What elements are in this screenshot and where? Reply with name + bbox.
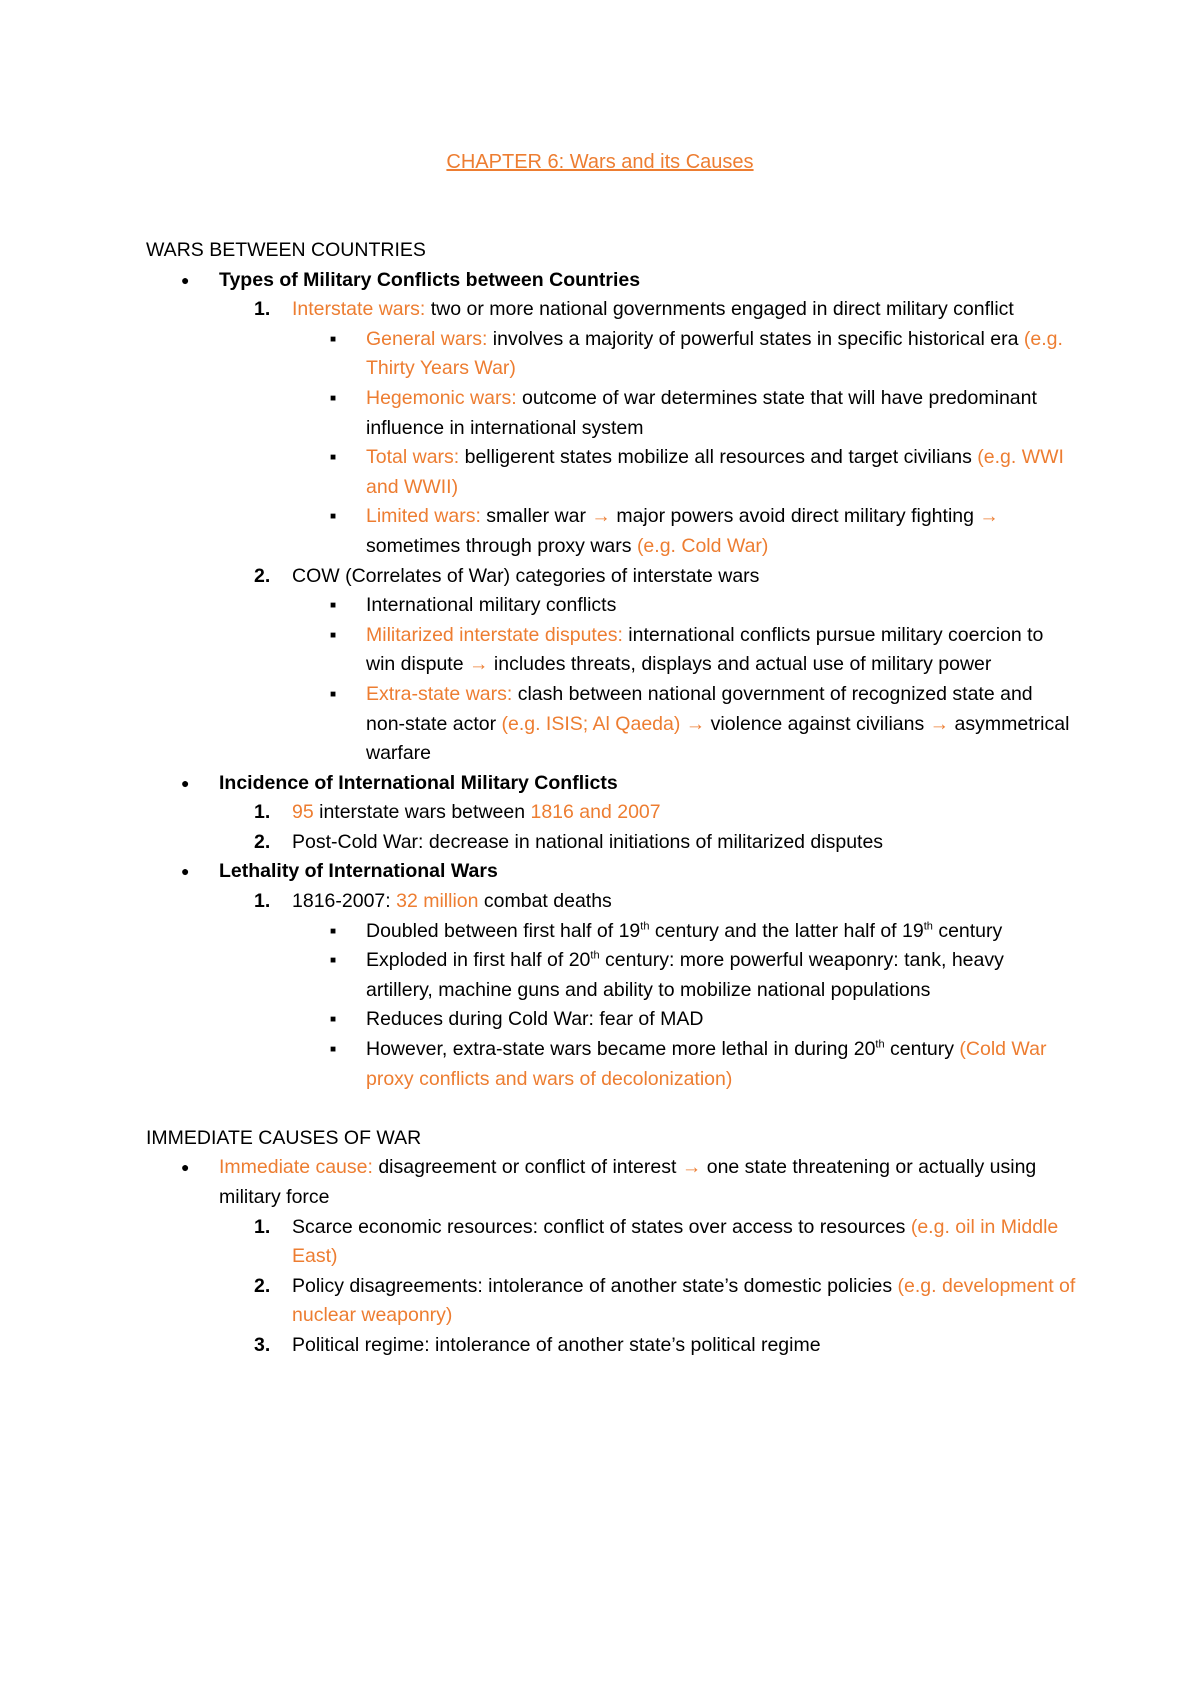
- list-item: [146, 1035, 1076, 1094]
- page-title: CHAPTER 6: Wars and its Causes: [446, 151, 754, 173]
- item-text: international conflicts pursue military coercion to win dispute: [366, 623, 1044, 676]
- highlight: 32 million: [396, 890, 479, 913]
- term: General wars:: [366, 327, 488, 350]
- list-item: [146, 798, 1076, 828]
- highlight: 1816 and 2007: [530, 801, 661, 824]
- item-text: smaller war: [480, 505, 592, 528]
- arrow-icon: →: [681, 1156, 702, 1179]
- example: (Cold War proxy conflicts and wars of decolonization): [366, 1038, 1047, 1090]
- list-item: [146, 384, 1076, 443]
- arrow-icon: →: [591, 505, 611, 528]
- list-item: [146, 1153, 1076, 1212]
- item-text: one state threatening or actually using military force: [219, 1156, 1037, 1208]
- superscript: th: [590, 949, 600, 962]
- list-number: 1.: [254, 298, 271, 321]
- item-text: Political regime: intolerance of another state’s political regime: [292, 1333, 821, 1356]
- item-text: Scarce economic resources: conflict of states over access to resources: [292, 1215, 911, 1238]
- list-item: [146, 562, 1076, 592]
- list-item: [146, 1213, 1076, 1272]
- arrow-icon: →: [979, 505, 999, 528]
- list-number: 2.: [254, 564, 271, 587]
- list-item: [146, 325, 1076, 384]
- square-bullet-icon: ■: [330, 511, 337, 523]
- item-text: combat deaths: [478, 890, 612, 913]
- list-item: [146, 917, 1076, 947]
- list-item: [146, 621, 1076, 680]
- superscript: th: [875, 1038, 885, 1051]
- item-text: includes threats, displays and actual use of military power: [488, 653, 992, 676]
- section-spacer: [146, 1094, 1076, 1124]
- arrow-icon: →: [685, 712, 706, 735]
- list-item: [146, 828, 1076, 858]
- list-number: 1.: [254, 1215, 271, 1238]
- bullet-text: Lethality of International Wars: [219, 860, 498, 883]
- square-bullet-icon: ■: [330, 452, 337, 464]
- item-text: disagreement or conflict of interest: [372, 1156, 682, 1179]
- square-bullet-icon: ■: [330, 392, 337, 404]
- list-number: 1.: [254, 890, 271, 913]
- list-item: [146, 443, 1076, 502]
- section-heading: IMMEDIATE CAUSES OF WAR: [146, 1126, 422, 1149]
- term: Hegemonic wars:: [366, 386, 517, 409]
- item-text: asymmetrical warfare: [366, 712, 1070, 765]
- list-number: 1.: [254, 801, 271, 824]
- bullet-text: Incidence of International Military Conflicts: [219, 771, 618, 794]
- list-item: [146, 1331, 1076, 1361]
- list-item: [146, 769, 1076, 799]
- item-text: International military conflicts: [366, 594, 617, 617]
- item-text: Reduces during Cold War: fear of MAD: [366, 1008, 704, 1031]
- square-bullet-icon: ■: [330, 688, 337, 700]
- square-bullet-icon: ■: [330, 600, 337, 612]
- example: (e.g. ISIS; Al Qaeda): [501, 712, 681, 735]
- item-text: century: more powerful weaponry: tank, heavy artillery, machine guns and ability to mobilize national populations: [366, 949, 1004, 1001]
- item-text: interstate wars between: [313, 801, 531, 824]
- bullet-icon: ●: [181, 1159, 190, 1176]
- list-item: [146, 946, 1076, 1005]
- item-text: violence against civilians: [705, 712, 930, 735]
- item-text: Post-Cold War: decrease in national initiations of militarized disputes: [292, 830, 884, 853]
- example: (e.g. development of nuclear weaponry): [292, 1274, 1076, 1327]
- item-text: century: [932, 919, 1003, 942]
- list-item: [146, 857, 1076, 887]
- item-text: century and the latter half of 19: [649, 919, 924, 942]
- square-bullet-icon: ■: [330, 629, 337, 641]
- item-text: COW (Correlates of War) categories of interstate wars: [292, 564, 760, 587]
- example: (e.g. Thirty Years War): [366, 327, 1063, 380]
- example: (e.g. WWI and WWII): [366, 446, 1064, 498]
- item-text: clash between national government of recognized state and non-state actor: [366, 682, 1033, 735]
- arrow-icon: →: [468, 653, 489, 676]
- bullet-icon: ●: [181, 863, 190, 880]
- square-bullet-icon: ■: [330, 333, 337, 345]
- list-item: [146, 591, 1076, 621]
- list-number: 2.: [254, 830, 271, 853]
- highlight: 95: [292, 801, 314, 824]
- list-item: [146, 295, 1076, 325]
- item-text: 1816-2007:: [292, 890, 397, 913]
- term: Militarized interstate disputes:: [366, 623, 623, 646]
- item-text: century: [884, 1038, 960, 1061]
- square-bullet-icon: ■: [330, 925, 337, 937]
- list-item: [146, 887, 1076, 917]
- term: Total wars:: [366, 446, 460, 469]
- example: (e.g. oil in Middle East): [292, 1215, 1059, 1268]
- list-number: 2.: [254, 1274, 271, 1297]
- section-heading: WARS BETWEEN COUNTRIES: [146, 239, 426, 261]
- square-bullet-icon: ■: [330, 1044, 337, 1056]
- item-text: major powers avoid direct military fighting: [610, 505, 980, 528]
- bullet-icon: ●: [181, 271, 190, 288]
- term: Extra-state wars:: [366, 682, 513, 705]
- square-bullet-icon: ■: [330, 955, 337, 967]
- term: Interstate wars:: [292, 298, 426, 321]
- item-text: Policy disagreements: intolerance of another state’s domestic policies: [292, 1274, 898, 1297]
- item-text: belligerent states mobilize all resources and target civilians: [459, 446, 978, 469]
- list-item: [146, 680, 1076, 769]
- list-item: [146, 502, 1076, 561]
- term: Limited wars:: [366, 505, 481, 528]
- item-text: However, extra-state wars became more lethal in during 20: [366, 1038, 876, 1061]
- item-text: involves a majority of powerful states in specific historical era: [487, 327, 1024, 350]
- bullet-icon: ●: [181, 774, 190, 791]
- document-body: [146, 236, 1076, 1361]
- superscript: th: [640, 920, 650, 933]
- list-item: [146, 1272, 1076, 1331]
- arrow-icon: →: [929, 712, 950, 735]
- item-text: Doubled between first half of 19: [366, 919, 641, 942]
- list-item: [146, 266, 1076, 296]
- list-item: [146, 1005, 1076, 1035]
- bullet-text: Types of Military Conflicts between Countries: [219, 268, 641, 291]
- item-text: sometimes through proxy wars: [366, 534, 637, 557]
- list-number: 3.: [254, 1333, 271, 1356]
- square-bullet-icon: ■: [330, 1014, 337, 1026]
- item-text: two or more national governments engaged in direct military conflict: [425, 298, 1014, 321]
- item-text: outcome of war determines state that will have predominant influence in international system: [366, 386, 1037, 439]
- example: (e.g. Cold War): [636, 534, 769, 557]
- superscript: th: [923, 920, 933, 933]
- item-text: Exploded in first half of 20: [366, 949, 591, 972]
- term: Immediate cause:: [219, 1156, 373, 1179]
